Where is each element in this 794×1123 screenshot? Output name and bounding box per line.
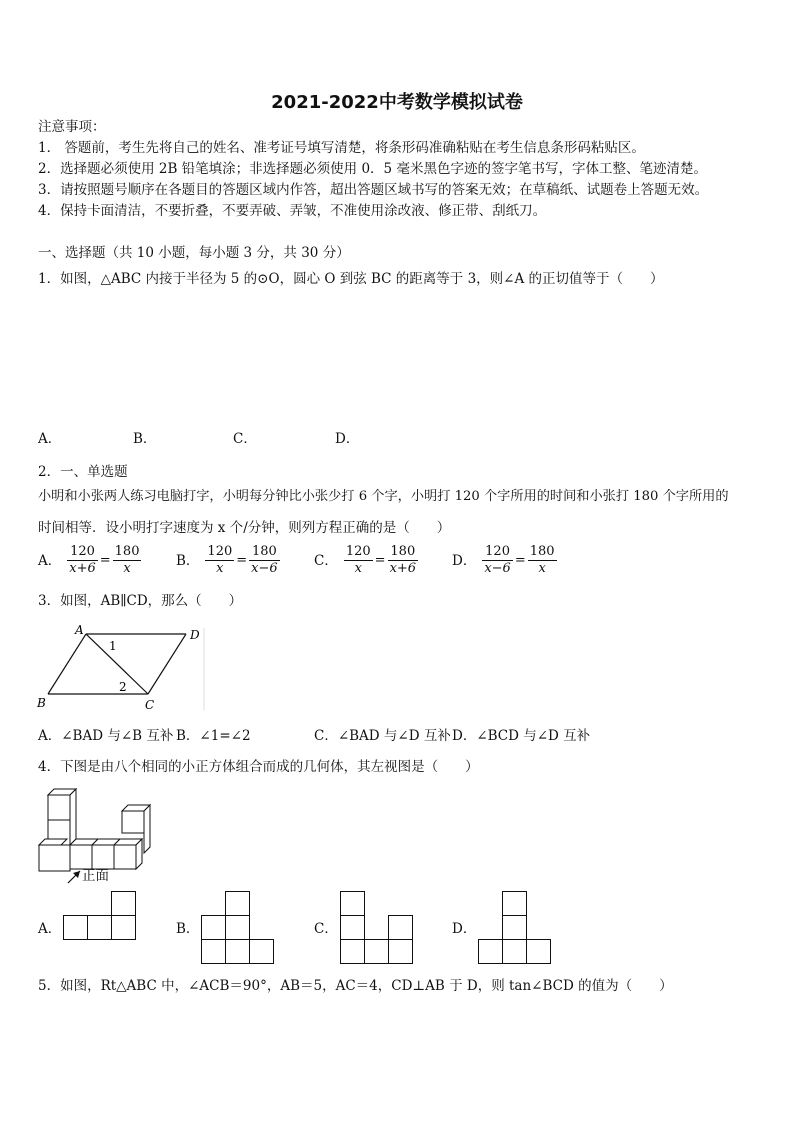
option-label: A．	[38, 552, 62, 569]
numerator: 180	[529, 544, 555, 559]
q4-option-b: B．	[176, 921, 200, 937]
equals-sign: =	[236, 553, 248, 568]
exam-title: 2021-2022中考数学模拟试卷	[271, 92, 523, 113]
option-label: D．	[452, 552, 477, 569]
denominator: x	[354, 561, 362, 576]
q1-option-b: B．	[133, 431, 157, 447]
notice-item: 1． 答题前，考生先将自己的姓名、准考证号填写清楚，将条形码准确粘贴在考生信息条形码粘贴区。	[38, 140, 645, 156]
parallelogram-figure	[34, 620, 210, 712]
denominator: x	[216, 561, 224, 576]
vertex-label-b: B	[37, 696, 46, 710]
fraction	[205, 544, 234, 577]
q4-option-d: D．	[452, 921, 477, 937]
denominator: x−6	[484, 561, 511, 576]
notice-item: 4．保持卡面清洁，不要折叠，不要弄破、弄皱，不准使用涂改液、修正带、刮纸刀。	[38, 203, 547, 219]
numerator: 180	[388, 544, 419, 561]
denominator: x	[538, 561, 546, 576]
front-label: 正面	[82, 868, 109, 884]
notice-item: 2．选择题必须使用 2B 铅笔填涂；非选择题必须使用 0．5 毫米黑色字迹的签字笔书写，字体工整、笔迹清楚。	[38, 161, 707, 177]
q4-option-c-figure	[338, 890, 416, 966]
vertex-label-a: A	[75, 623, 84, 637]
q3-option-c: C．∠BAD 与∠D 互补	[314, 728, 451, 744]
question-2-stem: 小明和小张两人练习电脑打字，小明每分钟比小张少打 6 个字，小明打 120 个字所用的时间和小张打 180 个字所用的	[38, 489, 729, 504]
angle-label-1: 1	[109, 639, 117, 653]
q4-option-a: A．	[38, 921, 62, 937]
option-label: B．	[176, 552, 200, 569]
equals-sign: =	[99, 553, 111, 568]
question-1-stem: 1．如图，△ABC 内接于半径为 5 的⊙O，圆心 O 到弦 BC 的距离等于 3，则∠A 的正切值等于（ ）	[38, 271, 664, 287]
q2-option-a	[38, 544, 141, 577]
q1-option-a: A．	[38, 431, 62, 447]
q4-option-c: C．	[314, 921, 338, 937]
question-2-header: 2．一、单选题	[38, 464, 128, 480]
q2-option-b	[176, 544, 280, 577]
question-3-stem: 3．如图，AB∥CD，那么（ ）	[38, 593, 243, 609]
question-2-stem-cont: 时间相等．设小明打字速度为 x 个/分钟，则列方程正确的是（ ）	[38, 520, 451, 536]
numerator: 120	[482, 544, 513, 561]
q3-option-b: B．∠1=∠2	[176, 728, 251, 744]
q3-option-d: D．∠BCD 与∠D 互补	[452, 728, 591, 744]
notice-heading: 注意事项：	[38, 119, 106, 135]
fraction	[528, 544, 557, 577]
angle-label-2: 2	[119, 680, 127, 694]
question-5-stem: 5．如图，Rt△ABC 中，∠ACB＝90°，AB＝5，AC＝4，CD⊥AB 于 D，则 tan∠BCD 的值为（ ）	[38, 978, 673, 994]
fraction	[482, 544, 513, 577]
q3-option-a: A．∠BAD 与∠B 互补	[38, 728, 174, 744]
equals-sign: =	[374, 553, 386, 568]
fraction	[249, 544, 280, 577]
fraction	[344, 544, 373, 577]
numerator: 120	[67, 544, 98, 561]
q1-option-c: C．	[233, 431, 257, 447]
denominator: x	[123, 561, 131, 576]
section-heading: 一、选择题（共 10 小题，每小题 3 分，共 30 分）	[38, 245, 350, 261]
denominator: x+6	[389, 561, 417, 576]
fraction	[67, 544, 98, 577]
fraction	[388, 544, 419, 577]
numerator: 120	[207, 544, 233, 559]
fraction	[113, 544, 142, 577]
q4-option-b-figure	[199, 890, 277, 966]
numerator: 180	[114, 544, 140, 559]
notice-item: 3．请按照题号顺序在各题目的答题区域内作答，超出答题区域书写的答案无效；在草稿纸、试题卷上答题无效。	[38, 182, 709, 198]
numerator: 120	[345, 544, 371, 559]
q4-option-d-figure	[476, 890, 554, 966]
q1-option-d: D．	[335, 431, 360, 447]
numerator: 180	[249, 544, 280, 561]
q2-option-d	[452, 544, 557, 577]
denominator: x−6	[251, 561, 278, 576]
q4-option-a-figure	[61, 890, 139, 942]
equals-sign: =	[514, 553, 526, 568]
option-label: C．	[314, 552, 338, 569]
q2-option-c	[314, 544, 418, 577]
vertex-label-c: C	[145, 698, 155, 712]
denominator: x+6	[69, 561, 96, 576]
question-4-stem: 4．下图是由八个相同的小正方体组合而成的几何体，其左视图是（ ）	[38, 759, 479, 775]
vertex-label-d: D	[190, 628, 200, 642]
